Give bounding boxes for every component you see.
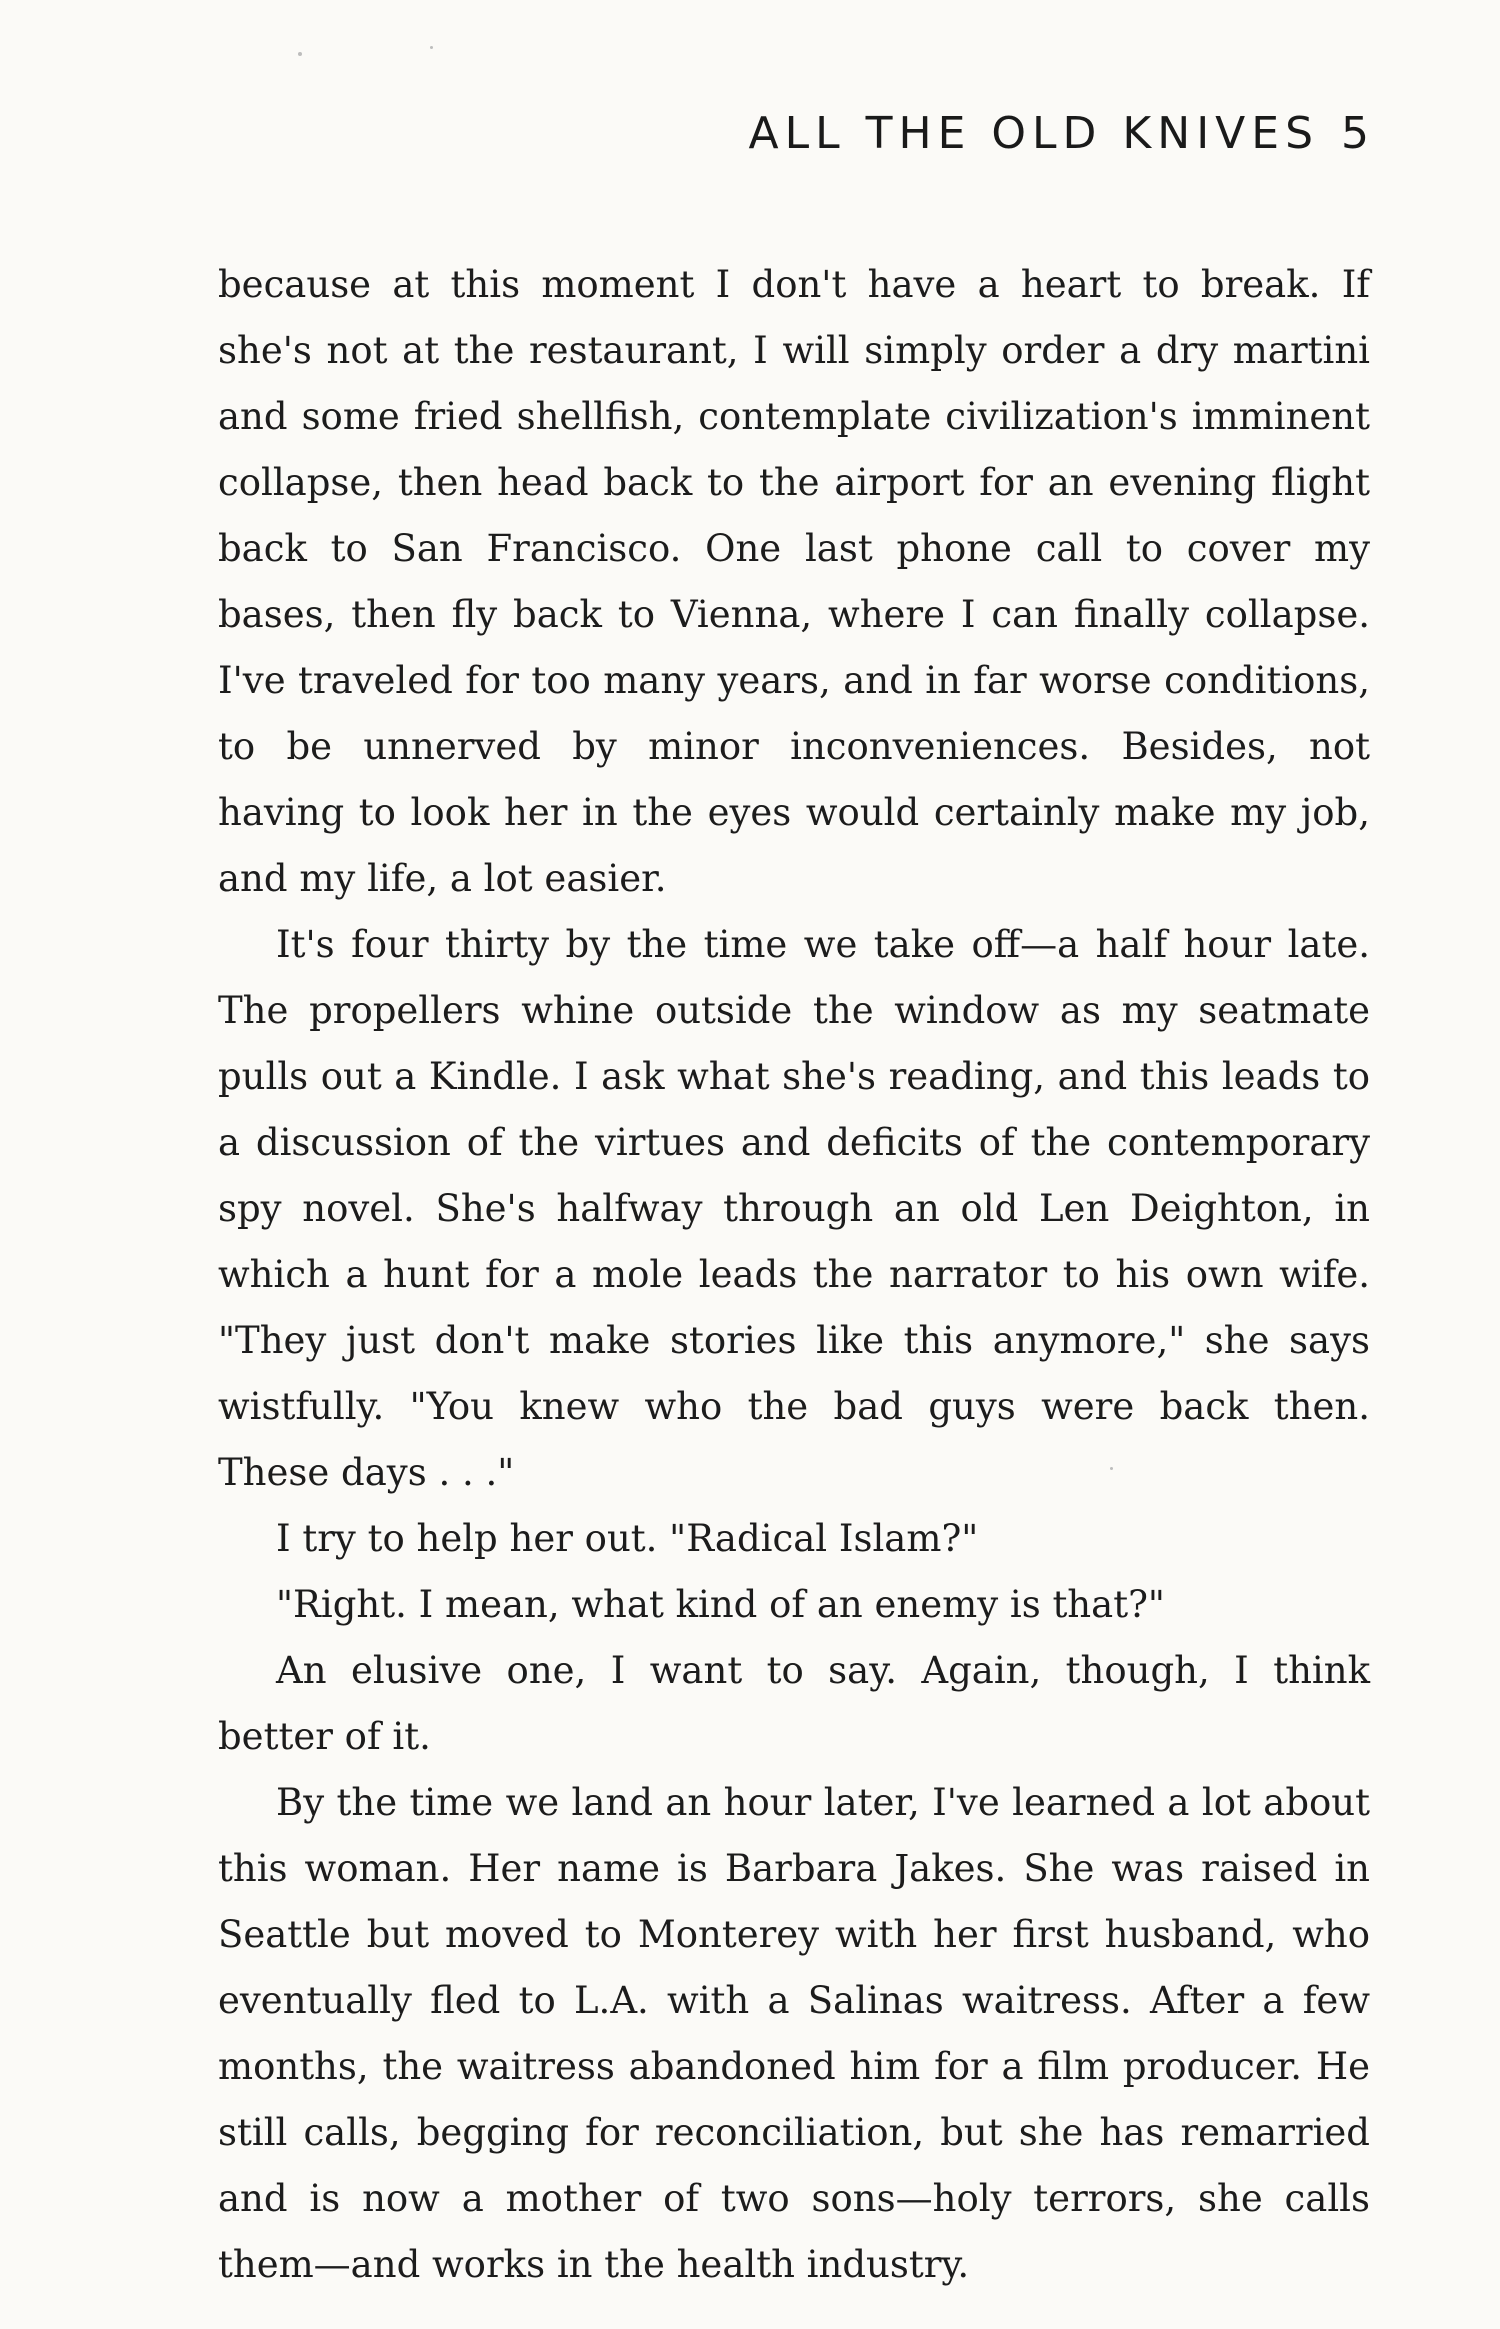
running-head: [749, 108, 1375, 159]
paper-speck: [430, 46, 433, 49]
paragraph: I try to help her out. "Radical Islam?": [276, 1517, 979, 1560]
paper-speck: [1110, 1467, 1113, 1470]
paragraph: By the time we land an hour later, I've learned a lot about this woman. Her name is Barbara Jakes. She was raised in Seattle but moved to Monterey with her first husband, who eventually fled to L.A. with a Salinas waitress. After a few months, the waitress abandoned him for a film producer. He still calls, begging for reconciliation, but she has remarried and is now a mother of two sons—holy terrors, she calls them—and works in the health industry.: [218, 1781, 1370, 2286]
body-text: [218, 252, 1370, 2298]
paragraph: because at this moment I don't have a heart to break. If she's not at the restaurant, I will simply order a dry martini and some fried shellfish, contemplate civilization's imminent collapse, then head back to the airport for an evening flight back to San Francisco. One last phone call to cover my bases, then fly back to Vienna, where I can finally collapse. I've traveled for too many years, and in far worse conditions, to be unnerved by minor inconveniences. Besides, not having to look her in the eyes would certainly make my job, and my life, a lot easier.: [218, 263, 1370, 900]
paper-speck: [298, 52, 302, 56]
paragraph: It's four thirty by the time we take off—a half hour late. The propellers whine outside the window as my seatmate pulls out a Kindle. I ask what she's reading, and this leads to a discussion of the virtues and deficits of the contemporary spy novel. She's halfway through an old Len Deighton, in which a hunt for a mole leads the narrator to his own wife. "They just don't make stories like this anymore," she says wistfully. "You knew who the bad guys were back then. These days . . .": [218, 923, 1370, 1494]
paragraph: An elusive one, I want to say. Again, though, I think better of it.: [218, 1649, 1370, 1758]
paragraph: "Right. I mean, what kind of an enemy is that?": [276, 1583, 1165, 1626]
page-number: 5: [1341, 108, 1375, 159]
book-title: ALL THE OLD KNIVES: [748, 108, 1319, 159]
